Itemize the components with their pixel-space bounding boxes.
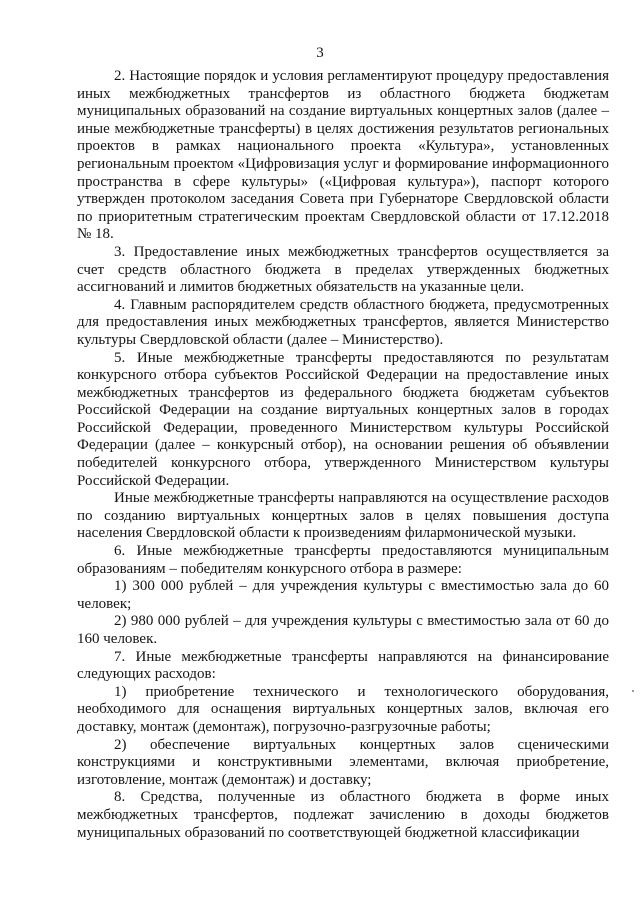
list-item-6-1: 1) 300 000 рублей – для учреждения культуры с вместимостью зала до 60 человек; [77,578,609,612]
paragraph-5-continued: Иные межбюджетные трансферты направляются на осуществление расходов по созданию виртуальных концертных залов в целях повышения доступа населения Свердловской области к произведениям филармонической музыки. [77,490,609,542]
paragraph-6: 6. Иные межбюджетные трансферты предоставляются муниципальным образованиям – победителям конкурсного отбора в размере: [77,543,609,577]
page-number: 3 [316,45,324,61]
list-item-6-2: 2) 980 000 рублей – для учреждения культуры с вместимостью зала от 60 до 160 человек. [77,613,609,647]
list-item-7-2: 2) обеспечение виртуальных концертных залов сценическими конструкциями и конструктивными элементами, включая приобретение, изготовление, монтаж (демонтаж) и доставку; [77,736,609,788]
paragraph-8: 8. Средства, полученные из областного бюджета в форме иных межбюджетных трансфертов, подлежат зачислению в доходы бюджетов муниципальных образований по соответствующей бюджетной классификации [77,789,609,841]
paragraph-4: 4. Главным распорядителем средств областного бюджета, предусмотренных для предоставления иных межбюджетных трансфертов, является Министерство культуры Свердловской области (далее – Министерство). [77,296,609,348]
paragraph-5: 5. Иные межбюджетные трансферты предоставляются по результатам конкурсного отбора субъектов Российской Федерации на предоставление иных межбюджетных трансфертов из федерального бюджета бюджетам субъектов Российской Федерации на создание виртуальных концертных залов в городах Российской Федерации, проведенного Министерством культуры Российской Федерации (далее – конкурсный отбор), на основании решения об объявлении победителей конкурсного отбора, утвержденного Министерством культуры Российской Федерации. [77,349,609,489]
list-item-7-1: 1) приобретение технического и технологического оборудования, необходимого для оснащения виртуальных концертных залов, включая его доставку, монтаж (демонтаж), погрузочно-разгрузочные работы; [77,683,609,735]
document-body [77,68,609,842]
paragraph-2: 2. Настоящие порядок и условия регламентируют процедуру предоставления иных межбюджетных трансфертов из областного бюджета бюджетам муниципальных образований на создание виртуальных концертных залов (далее – иные межбюджетные трансферты) в целях достижения результатов региональных проектов в рамках национального проекта «Культура», установленных региональным проектом «Цифровизация услуг и формирование информационного пространства в сфере культуры» («Цифровая культура»), паспорт которого утвержден протоколом заседания Совета при Губернаторе Свердловской области по приоритетным стратегическим проектам Свердловской области от 17.12.2018 № 18. [77,68,609,243]
scan-mark [632,690,634,692]
paragraph-7: 7. Иные межбюджетные трансферты направляются на финансирование следующих расходов: [77,648,609,683]
paragraph-3: 3. Предоставление иных межбюджетных трансфертов осуществляется за счет средств областного бюджета в пределах утвержденных бюджетных ассигнований и лимитов бюджетных обязательств на указанные цели. [77,243,609,296]
